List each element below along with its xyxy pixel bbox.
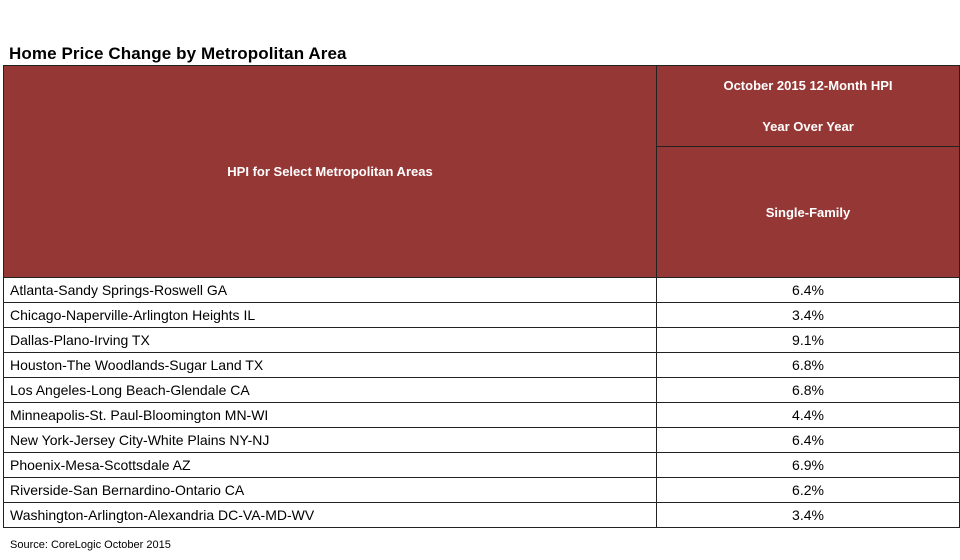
metro-area-cell: Phoenix-Mesa-Scottsdale AZ bbox=[4, 453, 657, 478]
table-row bbox=[4, 353, 960, 378]
metro-area-cell: Chicago-Naperville-Arlington Heights IL bbox=[4, 303, 657, 328]
hpi-value-cell: 6.4% bbox=[657, 428, 960, 453]
hpi-value-cell: 3.4% bbox=[657, 503, 960, 528]
table-row bbox=[4, 478, 960, 503]
metro-area-cell: Atlanta-Sandy Springs-Roswell GA bbox=[4, 278, 657, 303]
period-header bbox=[657, 66, 960, 147]
table-row bbox=[4, 303, 960, 328]
table-row bbox=[4, 328, 960, 353]
hpi-value-cell: 6.8% bbox=[657, 353, 960, 378]
metro-area-cell: Minneapolis-St. Paul-Bloomington MN-WI bbox=[4, 403, 657, 428]
table-row bbox=[4, 453, 960, 478]
hpi-value-cell: 6.9% bbox=[657, 453, 960, 478]
metro-area-cell: Houston-The Woodlands-Sugar Land TX bbox=[4, 353, 657, 378]
table-row bbox=[4, 278, 960, 303]
hpi-value-cell: 6.2% bbox=[657, 478, 960, 503]
metro-area-cell: Los Angeles-Long Beach-Glendale CA bbox=[4, 378, 657, 403]
area-column-header: HPI for Select Metropolitan Areas bbox=[4, 66, 657, 278]
hpi-table bbox=[3, 65, 960, 528]
table-row bbox=[4, 403, 960, 428]
hpi-value-cell: 6.8% bbox=[657, 378, 960, 403]
table-row bbox=[4, 428, 960, 453]
period-header-line2: Year Over Year bbox=[762, 119, 854, 134]
metro-area-cell: New York-Jersey City-White Plains NY-NJ bbox=[4, 428, 657, 453]
source-note: Source: CoreLogic October 2015 bbox=[10, 539, 171, 551]
single-family-header: Single-Family bbox=[657, 147, 960, 278]
period-header-line1: October 2015 12-Month HPI bbox=[723, 78, 893, 93]
metro-area-cell: Washington-Arlington-Alexandria DC-VA-MD-WV bbox=[4, 503, 657, 528]
hpi-value-cell: 4.4% bbox=[657, 403, 960, 428]
page-title: Home Price Change by Metropolitan Area bbox=[9, 44, 347, 63]
hpi-value-cell: 9.1% bbox=[657, 328, 960, 353]
table-row bbox=[4, 503, 960, 528]
metro-area-cell: Riverside-San Bernardino-Ontario CA bbox=[4, 478, 657, 503]
table-row bbox=[4, 378, 960, 403]
hpi-value-cell: 3.4% bbox=[657, 303, 960, 328]
hpi-value-cell: 6.4% bbox=[657, 278, 960, 303]
metro-area-cell: Dallas-Plano-Irving TX bbox=[4, 328, 657, 353]
